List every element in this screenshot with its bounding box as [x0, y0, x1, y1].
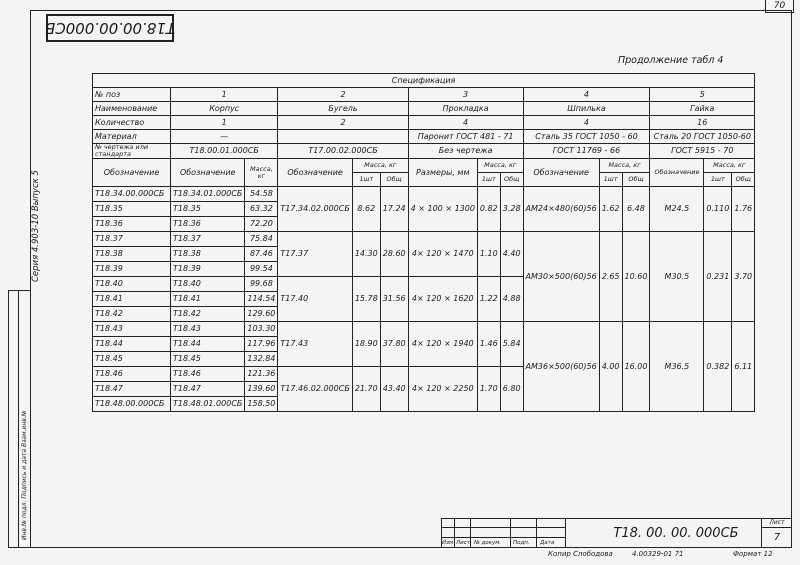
stud-mass-total-s2: 10.60	[622, 232, 650, 322]
col-sizes: Размеры, мм	[408, 159, 477, 187]
tb-cell	[511, 518, 537, 528]
bugel-designation-g5: Т17.46.02.000СБ	[278, 367, 352, 412]
table-row-mass: 114.54	[245, 292, 278, 307]
bugel-designation-g1: Т17.34.02.000СБ	[278, 187, 352, 232]
pos-label: № поз	[93, 88, 171, 102]
top-designation-stamp: Т18.00.00.000СБ	[46, 14, 174, 42]
table-row-designation: Т18.43	[93, 322, 171, 337]
bugel-mass-one-g5: 21.70	[352, 367, 380, 412]
pos-3: 3	[408, 88, 523, 102]
tb-label-change: Изм	[442, 540, 454, 546]
name-1: Корпус	[171, 102, 278, 116]
title-block-sheet	[761, 518, 792, 548]
drawing-5: ГОСТ 5915 - 70	[650, 144, 755, 159]
sheet-label: Лист	[762, 518, 792, 528]
col-total-2: Общ	[380, 173, 408, 187]
col-designation-4: Обозначение	[523, 159, 599, 187]
nut-mass-one-s3: 0.382	[704, 322, 732, 412]
drawing-1: Т18.00.01.000СБ	[171, 144, 278, 159]
table-row-designation: Т18.37	[93, 232, 171, 247]
drawing-label: № чертежа или стандарта	[93, 144, 171, 159]
table-row-mass: 75.84	[245, 232, 278, 247]
table-row-designation: Т18.48.00.000СБ	[93, 397, 171, 412]
table-row-designation: Т18.39	[93, 262, 171, 277]
archive-number: 4.00329-01 71	[632, 550, 684, 558]
stud-designation-s1: АМ24×480(60)56	[523, 187, 599, 232]
nut-mass-total-s3: 6.11	[732, 322, 755, 412]
stud-mass-total-s3: 16.00	[622, 322, 650, 412]
drawing-4: ГОСТ 11769 - 66	[523, 144, 650, 159]
tb-cell	[537, 528, 566, 538]
title-block	[441, 518, 792, 548]
gasket-size-g2: 4× 120 × 1470	[408, 232, 477, 277]
stud-mass-one-s3: 4.00	[599, 322, 622, 412]
top-page-number: 70	[765, 0, 794, 13]
gasket-mass-total-g4: 5.84	[500, 322, 523, 367]
table-row-designation: Т18.44	[93, 337, 171, 352]
col-mass-3: Масса, кг	[477, 159, 523, 173]
gasket-mass-one-g3: 1.22	[477, 277, 500, 322]
pos-5: 5	[650, 88, 755, 102]
copy-note: Копир Слободова	[548, 550, 613, 558]
material-3: Паронит ГОСТ 481 - 71	[408, 130, 523, 144]
table-row-mass: 72.20	[245, 217, 278, 232]
tb-cell	[511, 528, 537, 538]
table-row-designation: Т18.47	[93, 382, 171, 397]
stud-mass-one-s1: 1.62	[599, 187, 622, 232]
nut-mass-total-s2: 3.70	[732, 232, 755, 322]
title-block-code: Т18. 00. 00. 000СБ	[613, 525, 739, 541]
col-mass-2: Масса, кг	[352, 159, 408, 173]
table-row-designation: Т18.42	[93, 307, 171, 322]
continuation-note: Продолжение табл 4	[618, 55, 724, 66]
material-5: Сталь 20 ГОСТ 1050-60	[650, 130, 755, 144]
stud-designation-s2: АМ30×500(60)56	[523, 232, 599, 322]
sheet-number: 7	[773, 532, 781, 543]
nut-mass-total-s1: 1.76	[732, 187, 755, 232]
col-designation-2: Обозначение	[278, 159, 352, 187]
left-strip-outer	[8, 290, 18, 548]
table-row-designation: Т18.36	[93, 217, 171, 232]
drawing-2: Т17.00.02.000СБ	[278, 144, 408, 159]
table-row-body: Т18.42	[171, 307, 245, 322]
col-designation: Обозначение	[93, 159, 171, 187]
table-row-mass: 103.30	[245, 322, 278, 337]
table-row-designation: Т18.46	[93, 367, 171, 382]
col-one-3: 1шт	[477, 173, 500, 187]
gasket-mass-one-g1: 0.82	[477, 187, 500, 232]
material-2	[278, 130, 408, 144]
table-row-body: Т18.39	[171, 262, 245, 277]
table-row-body: Т18.46	[171, 367, 245, 382]
tb-label-docnum: № докум.	[474, 540, 502, 546]
qty-2: 2	[278, 116, 408, 130]
table-row-mass: 99.54	[245, 262, 278, 277]
table-row-mass: 87.46	[245, 247, 278, 262]
table-row-designation: Т18.40	[93, 277, 171, 292]
gasket-size-g5: 4× 120 × 2250	[408, 367, 477, 412]
table-row-body: Т18.41	[171, 292, 245, 307]
table-row-designation: Т18.45	[93, 352, 171, 367]
table-row-body: Т18.35	[171, 202, 245, 217]
table-row-body: Т18.37	[171, 232, 245, 247]
material-1: —	[171, 130, 278, 144]
table-row-designation: Т18.34.00.000СБ	[93, 187, 171, 202]
col-mass-4: Масса, кг	[599, 159, 650, 173]
format-note: Формат 12	[733, 550, 773, 558]
pos-4: 4	[523, 88, 650, 102]
table-row-body: Т18.47	[171, 382, 245, 397]
gasket-mass-total-g5: 6.80	[500, 367, 523, 412]
stud-mass-total-s1: 6.48	[622, 187, 650, 232]
name-label: Наименование	[93, 102, 171, 116]
bugel-mass-total-g5: 43.40	[380, 367, 408, 412]
stud-mass-one-s2: 2.65	[599, 232, 622, 322]
qty-5: 16	[650, 116, 755, 130]
tb-cell	[441, 528, 455, 538]
material-4: Сталь 35 ГОСТ 1050 - 60	[523, 130, 650, 144]
gasket-mass-one-g4: 1.46	[477, 322, 500, 367]
qty-label: Количество	[93, 116, 171, 130]
table-row-mass: 63.32	[245, 202, 278, 217]
col-total-3: Общ	[500, 173, 523, 187]
qty-3: 4	[408, 116, 523, 130]
col-mass-5: Масса, кг	[704, 159, 755, 173]
gasket-size-g1: 4 × 100 × 1300	[408, 187, 477, 232]
tb-label-sheet: Лист	[456, 540, 470, 546]
bugel-designation-g2: Т17.37	[278, 232, 352, 277]
col-one-2: 1шт	[352, 173, 380, 187]
nut-mass-one-s2: 0.231	[704, 232, 732, 322]
nut-designation-s3: М36.5	[650, 322, 704, 412]
gasket-mass-total-g2: 4.40	[500, 232, 523, 277]
table-row-designation: Т18.41	[93, 292, 171, 307]
bugel-mass-one-g3: 15.78	[352, 277, 380, 322]
col-designation-5: Обозначение	[650, 159, 704, 187]
col-mass-1: Масса, кг	[245, 159, 278, 187]
table-row-mass: 158.50	[245, 397, 278, 412]
tb-cell	[537, 518, 566, 528]
specification-table	[92, 73, 755, 412]
pos-2: 2	[278, 88, 408, 102]
tb-label-signature: Подп.	[513, 540, 530, 546]
table-row-mass: 139.60	[245, 382, 278, 397]
gasket-size-g4: 4× 120 × 1940	[408, 322, 477, 367]
qty-1: 1	[171, 116, 278, 130]
tb-cell	[455, 528, 471, 538]
name-5: Гайка	[650, 102, 755, 116]
table-row-mass: 132.84	[245, 352, 278, 367]
name-2: Бугель	[278, 102, 408, 116]
bugel-mass-total-g4: 37.80	[380, 322, 408, 367]
tb-cell	[455, 518, 471, 528]
table-row-body: Т18.43	[171, 322, 245, 337]
table-row-designation: Т18.38	[93, 247, 171, 262]
material-label: Материал	[93, 130, 171, 144]
tb-cell	[441, 518, 455, 528]
bugel-mass-one-g2: 14.30	[352, 232, 380, 277]
name-3: Прокладка	[408, 102, 523, 116]
nut-mass-one-s1: 0.110	[704, 187, 732, 232]
table-row-body: Т18.45	[171, 352, 245, 367]
col-designation-1: Обозначение	[171, 159, 245, 187]
table-row-mass: 54.58	[245, 187, 278, 202]
col-total-5: Общ	[732, 173, 755, 187]
bugel-mass-one-g4: 18.90	[352, 322, 380, 367]
table-row-mass: 99.68	[245, 277, 278, 292]
bugel-mass-total-g2: 28.60	[380, 232, 408, 277]
gasket-mass-one-g2: 1.10	[477, 232, 500, 277]
gasket-size-g3: 4× 120 × 1620	[408, 277, 477, 322]
name-4: Шпилька	[523, 102, 650, 116]
table-row-body: Т18.40	[171, 277, 245, 292]
table-row-mass: 121.36	[245, 367, 278, 382]
bugel-designation-g3: Т17.40	[278, 277, 352, 322]
col-one-5: 1шт	[704, 173, 732, 187]
nut-designation-s1: М24.5	[650, 187, 704, 232]
table-row-body: Т18.38	[171, 247, 245, 262]
table-row-designation: Т18.35	[93, 202, 171, 217]
col-one-4: 1шт	[599, 173, 622, 187]
drawing-3: Без чертежа	[408, 144, 523, 159]
pos-1: 1	[171, 88, 278, 102]
gasket-mass-total-g1: 3.28	[500, 187, 523, 232]
table-row-body: Т18.44	[171, 337, 245, 352]
col-total-4: Общ	[622, 173, 650, 187]
qty-4: 4	[523, 116, 650, 130]
table-row-body: Т18.34.01.000СБ	[171, 187, 245, 202]
nut-designation-s2: М30.5	[650, 232, 704, 322]
tb-label-date: Дата	[540, 540, 555, 546]
series-side-text: Серия 4.903-10 Выпуск 5	[31, 170, 41, 282]
stud-designation-s3: АМ36×500(60)56	[523, 322, 599, 412]
tb-cell	[471, 518, 511, 528]
left-strip-text: Инв.№ подл. Подпись и дата Взам.инв.№	[21, 410, 28, 540]
table-row-mass: 129.60	[245, 307, 278, 322]
tb-cell	[471, 528, 511, 538]
bugel-mass-one-g1: 8.62	[352, 187, 380, 232]
bugel-mass-total-g3: 31.56	[380, 277, 408, 322]
gasket-mass-total-g3: 4.88	[500, 277, 523, 322]
spec-title: Спецификация	[93, 74, 755, 88]
bugel-mass-total-g1: 17.24	[380, 187, 408, 232]
table-row-body: Т18.48.01.000СБ	[171, 397, 245, 412]
bugel-designation-g4: Т17.43	[278, 322, 352, 367]
table-row-body: Т18.36	[171, 217, 245, 232]
gasket-mass-one-g5: 1.70	[477, 367, 500, 412]
table-row-mass: 117.96	[245, 337, 278, 352]
